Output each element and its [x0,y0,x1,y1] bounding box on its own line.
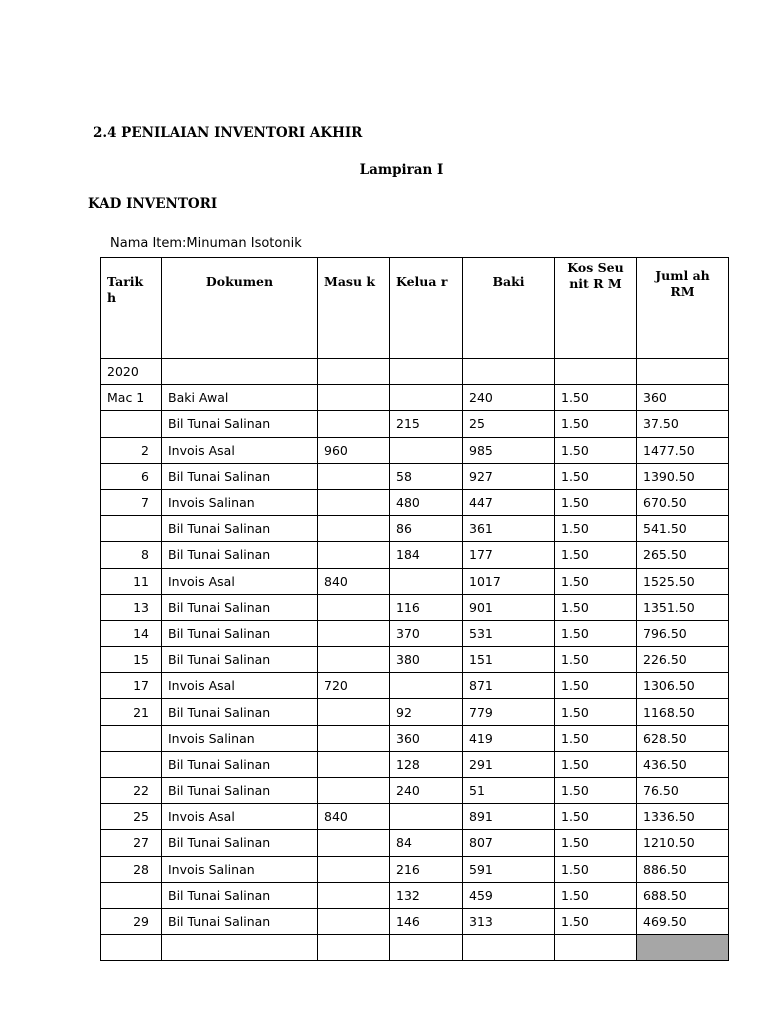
balance-cell: 871 [463,673,555,699]
table-row [101,751,729,777]
balance-cell: 313 [463,908,555,934]
out-cell: 215 [390,411,463,437]
table-row [101,489,729,515]
cost-cell: 1.50 [555,620,637,646]
doc-cell: Invois Asal [162,437,318,463]
date-cell: 29 [101,908,162,934]
out-cell [390,804,463,830]
out-cell: 116 [390,594,463,620]
empty-cell [463,935,555,961]
total-cell: 1336.50 [637,804,729,830]
doc-cell: Bil Tunai Salinan [162,778,318,804]
out-cell: 128 [390,751,463,777]
in-cell: 960 [318,437,390,463]
header-kos-seunit: Kos Seu nit R M [555,258,637,359]
total-cell: 1525.50 [637,568,729,594]
doc-cell: Invois Salinan [162,856,318,882]
out-cell: 132 [390,882,463,908]
balance-cell: 51 [463,778,555,804]
out-cell [390,568,463,594]
total-cell: 1351.50 [637,594,729,620]
in-cell [318,725,390,751]
balance-cell: 891 [463,804,555,830]
out-cell: 86 [390,516,463,542]
in-cell [318,830,390,856]
table-row [101,385,729,411]
total-cell: 265.50 [637,542,729,568]
doc-cell: Invois Asal [162,568,318,594]
out-cell: 380 [390,647,463,673]
date-cell [101,516,162,542]
doc-cell: Bil Tunai Salinan [162,463,318,489]
cost-cell: 1.50 [555,778,637,804]
table-row [101,620,729,646]
cost-cell: 1.50 [555,463,637,489]
total-cell: 886.50 [637,856,729,882]
cost-cell: 1.50 [555,385,637,411]
balance-cell: 779 [463,699,555,725]
in-cell [318,751,390,777]
doc-cell: Baki Awal [162,385,318,411]
balance-cell: 291 [463,751,555,777]
total-cell: 1477.50 [637,437,729,463]
date-cell: 14 [101,620,162,646]
doc-cell: Bil Tunai Salinan [162,882,318,908]
header-masuk: Masu k [318,258,390,359]
doc-cell: Bil Tunai Salinan [162,751,318,777]
table-row [101,463,729,489]
balance-cell: 419 [463,725,555,751]
date-cell: 15 [101,647,162,673]
empty-cell [101,935,162,961]
doc-cell: Bil Tunai Salinan [162,908,318,934]
in-cell [318,463,390,489]
table-row [101,411,729,437]
doc-cell: Bil Tunai Salinan [162,699,318,725]
empty-cell [555,935,637,961]
in-cell [318,856,390,882]
date-cell [101,411,162,437]
balance-cell: 459 [463,882,555,908]
in-cell [318,542,390,568]
cost-cell: 1.50 [555,725,637,751]
table-row [101,542,729,568]
table-row [101,594,729,620]
date-cell [101,725,162,751]
balance-cell: 151 [463,647,555,673]
date-cell: Mac 1 [101,385,162,411]
cost-cell: 1.50 [555,647,637,673]
empty-cell [318,935,390,961]
cost-cell: 1.50 [555,542,637,568]
cost-cell: 1.50 [555,411,637,437]
header-dokumen: Dokumen [162,258,318,359]
in-cell [318,620,390,646]
cost-cell: 1.50 [555,856,637,882]
header-jumlah: Juml ah RM [637,258,729,359]
total-cell: 1306.50 [637,673,729,699]
table-row [101,673,729,699]
appendix-title: Lampiran I [359,162,444,178]
table-row [101,647,729,673]
balance-cell: 901 [463,594,555,620]
table-row [101,725,729,751]
balance-cell: 361 [463,516,555,542]
in-cell [318,411,390,437]
out-cell: 146 [390,908,463,934]
total-cell: 469.50 [637,908,729,934]
total-cell: 226.50 [637,647,729,673]
out-cell [390,385,463,411]
in-cell [318,385,390,411]
table-row [101,778,729,804]
doc-cell: Invois Salinan [162,489,318,515]
total-cell: 628.50 [637,725,729,751]
date-cell: 2 [101,437,162,463]
table-row [101,516,729,542]
date-cell: 21 [101,699,162,725]
cost-cell: 1.50 [555,568,637,594]
balance-cell: 807 [463,830,555,856]
cost-cell: 1.50 [555,830,637,856]
table-row [101,437,729,463]
total-cell: 37.50 [637,411,729,437]
out-cell: 360 [390,725,463,751]
item-name: Nama Item:Minuman Isotonik [110,236,302,251]
total-cell: 796.50 [637,620,729,646]
cost-cell: 1.50 [555,673,637,699]
date-cell: 25 [101,804,162,830]
header-keluar: Kelua r [390,258,463,359]
doc-cell: Bil Tunai Salinan [162,620,318,646]
balance-cell: 985 [463,437,555,463]
doc-cell: Bil Tunai Salinan [162,647,318,673]
cost-cell: 1.50 [555,437,637,463]
cost-cell: 1.50 [555,594,637,620]
year-row [101,359,729,385]
date-cell: 13 [101,594,162,620]
in-cell [318,594,390,620]
doc-cell: Invois Salinan [162,725,318,751]
doc-cell: Bil Tunai Salinan [162,830,318,856]
out-cell [390,673,463,699]
out-cell: 216 [390,856,463,882]
table-row [101,908,729,934]
out-cell: 480 [390,489,463,515]
cost-cell: 1.50 [555,751,637,777]
total-cell: 1210.50 [637,830,729,856]
cost-cell: 1.50 [555,516,637,542]
balance-cell: 177 [463,542,555,568]
cost-cell: 1.50 [555,699,637,725]
header-baki: Baki [463,258,555,359]
doc-cell: Bil Tunai Salinan [162,542,318,568]
doc-cell: Invois Asal [162,673,318,699]
out-cell: 58 [390,463,463,489]
date-cell: 17 [101,673,162,699]
date-cell: 28 [101,856,162,882]
out-cell: 240 [390,778,463,804]
doc-cell: Bil Tunai Salinan [162,594,318,620]
doc-cell: Invois Asal [162,804,318,830]
table-row [101,856,729,882]
doc-cell: Bil Tunai Salinan [162,411,318,437]
date-cell [101,882,162,908]
in-cell [318,489,390,515]
in-cell [318,516,390,542]
card-title: KAD INVENTORI [88,196,218,212]
cost-cell: 1.50 [555,804,637,830]
empty-cell [390,935,463,961]
empty-cell [162,935,318,961]
table-header-row [101,258,729,359]
total-cell: 360 [637,385,729,411]
date-cell: 11 [101,568,162,594]
total-cell: 541.50 [637,516,729,542]
balance-cell: 25 [463,411,555,437]
in-cell [318,908,390,934]
in-cell [318,647,390,673]
out-cell: 84 [390,830,463,856]
date-cell: 7 [101,489,162,515]
total-cell: 670.50 [637,489,729,515]
date-cell: 22 [101,778,162,804]
total-cell: 1390.50 [637,463,729,489]
out-cell: 370 [390,620,463,646]
year-cell: 2020 [101,359,162,385]
balance-cell: 1017 [463,568,555,594]
date-cell [101,751,162,777]
cost-cell: 1.50 [555,489,637,515]
cost-cell: 1.50 [555,908,637,934]
doc-cell: Bil Tunai Salinan [162,516,318,542]
table-row [101,830,729,856]
in-cell: 840 [318,804,390,830]
balance-cell: 927 [463,463,555,489]
out-cell: 92 [390,699,463,725]
balance-cell: 240 [463,385,555,411]
total-cell: 76.50 [637,778,729,804]
out-cell: 184 [390,542,463,568]
total-cell: 436.50 [637,751,729,777]
table-row [101,804,729,830]
total-cell: 688.50 [637,882,729,908]
table-row [101,882,729,908]
table-row [101,568,729,594]
date-cell: 8 [101,542,162,568]
in-cell [318,778,390,804]
table-row [101,699,729,725]
balance-cell: 531 [463,620,555,646]
balance-cell: 447 [463,489,555,515]
in-cell [318,699,390,725]
in-cell [318,882,390,908]
date-cell: 27 [101,830,162,856]
total-cell: 1168.50 [637,699,729,725]
shaded-cell [637,935,729,961]
header-tarikh: Tarik h [101,258,162,359]
balance-cell: 591 [463,856,555,882]
section-title: 2.4 PENILAIAN INVENTORI AKHIR [93,125,363,141]
out-cell [390,437,463,463]
cost-cell: 1.50 [555,882,637,908]
empty-total-row [101,935,729,961]
in-cell: 840 [318,568,390,594]
date-cell: 6 [101,463,162,489]
inventory-card-table [100,257,729,961]
in-cell: 720 [318,673,390,699]
